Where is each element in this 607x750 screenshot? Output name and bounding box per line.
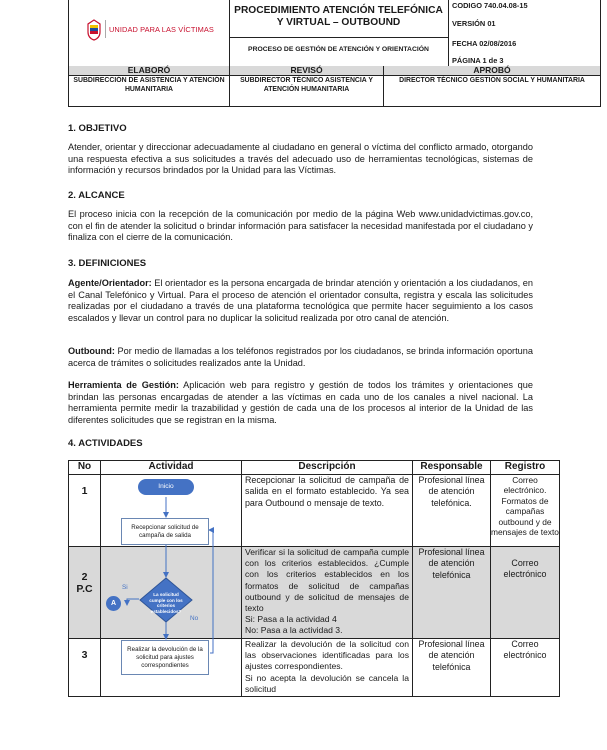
reviso-value: SUBDIRECTOR TÉCNICO ASISTENCIA Y ATENCIÓN HUMANITARIA [240,77,373,93]
row-description: Realizar la devolución de la solicitud con las observaciones identificadas para los ajustes correspondientes. Si no acepta la devolución se cancela la solicitud [245,639,409,694]
flowchart-step-devolucion: Realizar la devolución de la solicitud para ajustes correspondientes [121,640,209,675]
column-header-actividad: Actividad [148,461,194,472]
alcance-text: El proceso inicia con la recepción de la comunicación por medio de la página Web www.unidadvictimas.gov.co, con el fin de atender la solicitud o brindar información para satisfacer la necesidad manifestada por el ciudadano y finaliza con el cierre de la comunicación. [68,209,533,243]
aprobo-label: APROBÓ [384,66,600,75]
aprobo-value: DIRECTOR TÉCNICO GESTIÓN SOCIAL Y HUMANITARIA [399,77,585,84]
definition-term: Agente/Orientador: [68,278,152,288]
flowchart-yes-label: Si [122,584,128,591]
elaboro-label: ELABORÓ [69,66,229,75]
process-name: PROCESO DE GESTIÓN DE ATENCIÓN Y ORIENTACIÓN [248,46,429,53]
row-number: 2 P.C [76,571,93,595]
document-version: VERSIÓN 01 [452,19,496,28]
row-description: Recepcionar la solicitud de campaña de salida en el formato establecido. Ya sea para Outbound o mensaje de texto. [245,475,409,508]
flowchart-step-recepcionar: Recepcionar solicitud de campaña de salida [121,518,209,545]
actividades-heading: 4. ACTIVIDADES [68,438,143,449]
document-date: FECHA 02/08/2016 [452,39,517,48]
logo-text: UNIDAD PARA LAS VÍCTIMAS [109,25,214,34]
row-registro: Correo electrónico. Formatos de campañas outbound y de mensajes de texto [491,475,559,538]
unidad-victimas-logo [86,17,216,45]
row-responsable: Profesional línea de atención telefónica [418,547,485,580]
definition-text: Aplicación web para registro y gestión de todos los trámites y orientaciones que brindan las personas encargadas de atender a las víctimas en cada uno de los canales a nivel nacional. La herramienta permite medir la trazabilidad y gestión de cada una de los procesos al interior de la Unidad de las diferentes solicitudes que se registran en la misma. [68,380,533,425]
elaboro-value: SUBDIRECCIÓN DE ASISTENCIA Y ATENCIÓN HUMANITARIA [73,77,225,93]
definition-text: Por medio de llamadas a los teléfonos registrados por los ciudadanos, se brinda información oportuna acerca de trámites o solicitudes realizados ante la Unidad. [68,346,533,368]
column-header-no: No [77,461,92,472]
flowchart-decision [139,577,193,623]
document-code: CODIGO 740.04.08-15 [452,1,528,10]
flowchart-no-label: No [190,615,199,622]
flowchart-connector-a: A [106,596,121,611]
document-title: PROCEDIMIENTO ATENCIÓN TELEFÓNICA Y VIRTUAL – OUTBOUND [234,5,443,28]
row-responsable: Profesional línea de atención telefónica [418,639,485,672]
objetivo-heading: 1. OBJETIVO [68,123,127,134]
definition-term: Herramienta de Gestión: [68,380,179,390]
row-number: 1 [81,485,88,497]
column-header-responsable: Responsable [420,461,483,472]
row-description: Verificar si la solicitud de campaña cumple con los criterios establecidos. ¿Cumple con los criterios establecidos en los formatos de solicitud de campañas outbound y de solicitud de mensajes de texto Si: Pasa a la actividad 4 No: Pasa a la actividad 3. [245,547,409,636]
definition-text: El orientador es la persona encargada de brindar atención y orientación a los ciudadanos, en el Canal Telefónico y Virtual. Para el proceso de atención el orientador consulta, registra y escala las solicitudes realizadas por el ciudadano a través de una plataforma tecnológica que permite hacer seguimiento a los casos escalados y llevar un control para no duplicar la solicitud realizada por otro canal de atención. [68,278,533,323]
objetivo-text: Atender, orientar y direccionar adecuadamente al ciudadano en general o víctima del conflicto armado, otorgando una respuesta efectiva a sus solicitudes a través del adecuado uso de herramientas tecnológicas, sistemas de información y recursos brindados por la Unidad para las Víctimas. [68,142,533,176]
row-number: 3 [81,649,88,661]
definition-herramienta [68,380,533,426]
definiciones-heading: 3. DEFINICIONES [68,258,147,269]
flowchart-start: Inicio [138,479,194,495]
decision-text: La solicitud cumple con los criterios establecidos? [149,592,183,614]
definition-term: Outbound: [68,346,115,356]
row-registro: Correo electrónico [503,639,547,661]
column-header-registro: Registro [504,461,546,472]
row-responsable: Profesional línea de atención telefónica. [418,475,485,508]
reviso-label: REVISÓ [230,66,383,75]
page-number: PÁGINA 1 de 3 [452,56,504,65]
colombia-crest-icon [86,19,102,41]
alcance-heading: 2. ALCANCE [68,190,125,201]
definition-outbound [68,346,533,369]
row-registro: Correo electrónico [503,558,547,580]
definition-agente [68,278,533,324]
column-header-descripcion: Descripción [298,461,356,472]
